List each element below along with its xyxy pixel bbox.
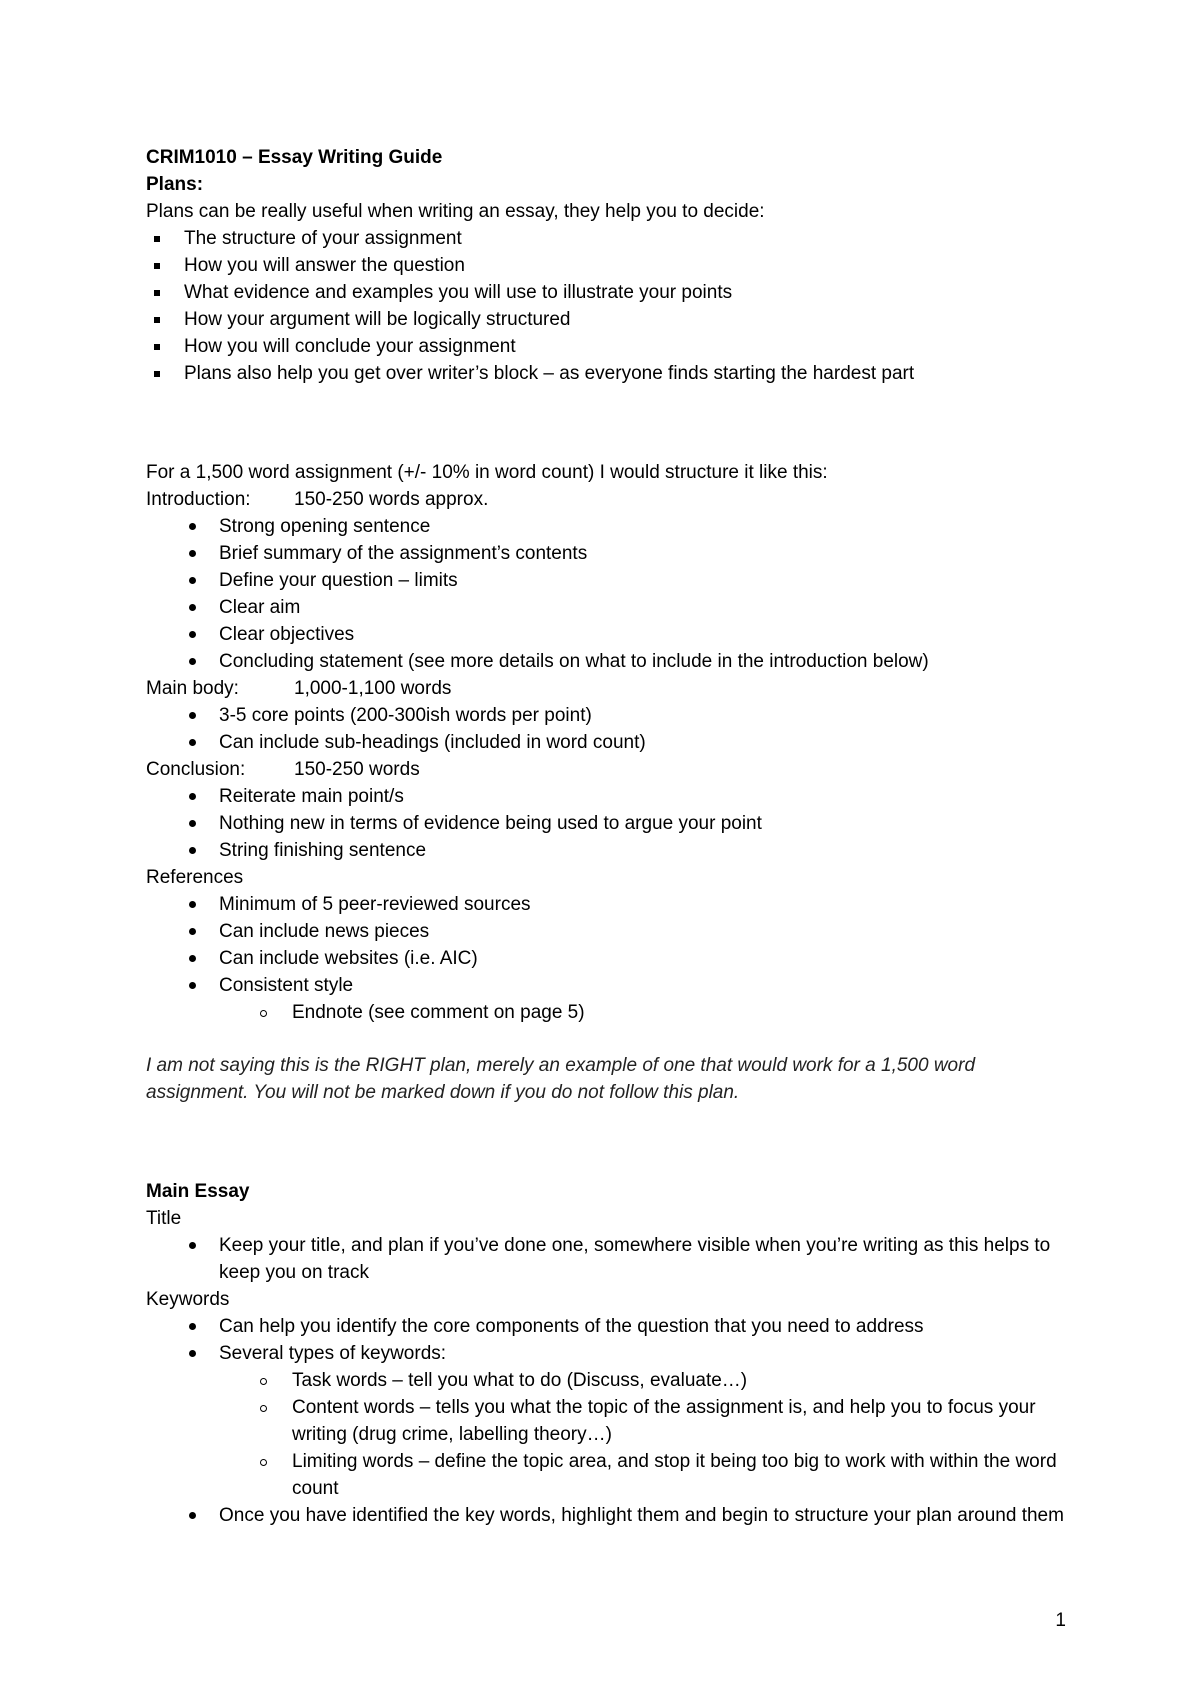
list-item: Limiting words – define the topic area, and stop it being too big to work with within the word count [146, 1448, 1066, 1502]
list-item: The structure of your assignment [146, 225, 1066, 252]
list-item: Can include websites (i.e. AIC) [146, 945, 1066, 972]
conclusion-row [146, 756, 1066, 783]
list-item: Define your question – limits [146, 567, 1066, 594]
list-item: How you will conclude your assignment [146, 333, 1066, 360]
list-item: Consistent style [146, 972, 1066, 999]
plans-heading: Plans: [146, 174, 204, 195]
list-item: Concluding statement (see more details on what to include in the introduction below) [146, 648, 1066, 675]
references-list [146, 891, 1066, 999]
keywords-label: Keywords [146, 1289, 230, 1310]
document-page [146, 144, 1066, 1529]
main-body-words: 1,000-1,100 words [294, 678, 452, 699]
list-item: How your argument will be logically structured [146, 306, 1066, 333]
keywords-list [146, 1313, 1066, 1367]
list-item: Strong opening sentence [146, 513, 1066, 540]
title-list [146, 1232, 1066, 1286]
page-number: 1 [1055, 1610, 1066, 1631]
keywords-list-continued [146, 1502, 1066, 1529]
list-item: Nothing new in terms of evidence being used to argue your point [146, 810, 1066, 837]
introduction-row [146, 486, 1066, 513]
introduction-label: Introduction: [146, 489, 251, 510]
document-title: CRIM1010 – Essay Writing Guide [146, 147, 443, 168]
list-item: Can include news pieces [146, 918, 1066, 945]
list-item: How you will answer the question [146, 252, 1066, 279]
list-item: 3-5 core points (200-300ish words per point) [146, 702, 1066, 729]
title-label: Title [146, 1208, 182, 1229]
list-item: Brief summary of the assignment’s contents [146, 540, 1066, 567]
structure-intro: For a 1,500 word assignment (+/- 10% in word count) I would structure it like this: [146, 462, 828, 483]
references-label: References [146, 867, 244, 888]
list-item: Keep your title, and plan if you’ve done one, somewhere visible when you’re writing as this helps to keep you on track [146, 1232, 1066, 1286]
list-item: Content words – tells you what the topic of the assignment is, and help you to focus your writing (drug crime, labelling theory…) [146, 1394, 1066, 1448]
main-body-label: Main body: [146, 678, 239, 699]
conclusion-list [146, 783, 1066, 864]
main-essay-heading: Main Essay [146, 1181, 250, 1202]
disclaimer-note: I am not saying this is the RIGHT plan, merely an example of one that would work for a 1,500 word assignment. You will not be marked down if you do not follow this plan. [146, 1055, 976, 1103]
references-sublist [146, 999, 1066, 1026]
plans-intro: Plans can be really useful when writing an essay, they help you to decide: [146, 201, 765, 222]
list-item: Reiterate main point/s [146, 783, 1066, 810]
main-body-list [146, 702, 1066, 756]
list-item: Clear objectives [146, 621, 1066, 648]
list-item: Can include sub-headings (included in word count) [146, 729, 1066, 756]
list-item: Task words – tell you what to do (Discuss, evaluate…) [146, 1367, 1066, 1394]
list-item: Endnote (see comment on page 5) [146, 999, 1066, 1026]
list-item: Minimum of 5 peer-reviewed sources [146, 891, 1066, 918]
list-item: Once you have identified the key words, highlight them and begin to structure your plan around them [146, 1502, 1066, 1529]
conclusion-label: Conclusion: [146, 759, 246, 780]
list-item: Clear aim [146, 594, 1066, 621]
list-item: Can help you identify the core components of the question that you need to address [146, 1313, 1066, 1340]
list-item: Plans also help you get over writer’s block – as everyone finds starting the hardest part [146, 360, 1066, 387]
list-item: String finishing sentence [146, 837, 1066, 864]
conclusion-words: 150-250 words [294, 759, 420, 780]
introduction-list [146, 513, 1066, 675]
main-body-row [146, 675, 1066, 702]
keywords-sublist [146, 1367, 1066, 1502]
list-item: Several types of keywords: [146, 1340, 1066, 1367]
introduction-words: 150-250 words approx. [294, 489, 489, 510]
plans-list [146, 225, 1066, 387]
list-item: What evidence and examples you will use to illustrate your points [146, 279, 1066, 306]
